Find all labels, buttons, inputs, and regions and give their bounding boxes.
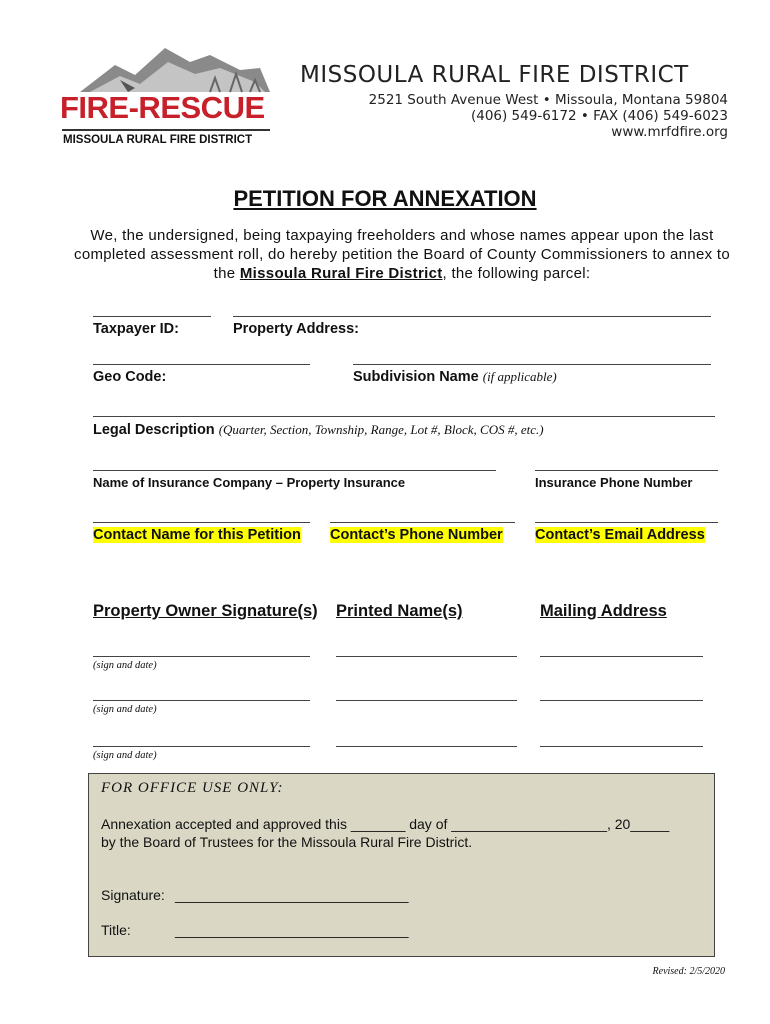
- insurance-company-line[interactable]: [93, 470, 496, 471]
- district-name: Missoula Rural Fire District: [239, 265, 443, 282]
- mailing-address-header: Mailing Address: [540, 602, 667, 620]
- printed-name-line[interactable]: [336, 656, 517, 657]
- printed-name-header: Printed Name(s): [336, 602, 463, 620]
- sign-date-note: (sign and date): [93, 704, 157, 715]
- property-address-label: Property Address:: [233, 321, 359, 337]
- contact-name-label: Contact Name for this Petition: [93, 527, 301, 543]
- subdivision-note: (if applicable): [482, 369, 557, 384]
- legal-description-note: (Quarter, Section, Township, Range, Lot #, Block, COS #, etc.): [218, 422, 544, 437]
- signature-line[interactable]: [93, 700, 310, 701]
- contact-email-line[interactable]: [535, 522, 718, 523]
- contact-email-label: Contact’s Email Address: [535, 527, 705, 543]
- sign-date-note: (sign and date): [93, 660, 157, 671]
- intro-paragraph: [70, 226, 734, 283]
- printed-name-line[interactable]: [336, 700, 517, 701]
- office-signature-label: Signature:: [101, 887, 165, 903]
- intro-text: We, the undersigned, being taxpaying freeholders and whose names appear upon the last completed assessment roll, do hereby petition the Board of County Commissioners to annex to the: [74, 227, 730, 282]
- contact-name-line[interactable]: [93, 522, 310, 523]
- office-approval-line: Annexation accepted and approved this _______ day of ____________________, 20_____: [101, 816, 670, 832]
- taxpayer-id-line[interactable]: [93, 316, 211, 317]
- mailing-address-line[interactable]: [540, 700, 703, 701]
- subdivision-label: [353, 369, 557, 385]
- logo-divider: [62, 129, 270, 131]
- office-title-blank[interactable]: ______________________________: [175, 922, 409, 938]
- office-board-line: by the Board of Trustees for the Missoula Rural Fire District.: [101, 834, 473, 850]
- revised-date: Revised: 2/5/2020: [652, 966, 725, 977]
- district-title: MISSOULA RURAL FIRE DISTRICT: [300, 62, 689, 88]
- contact-phone-label: Contact’s Phone Number: [330, 527, 503, 543]
- page-title: PETITION FOR ANNEXATION: [233, 186, 537, 211]
- owner-signature-header: Property Owner Signature(s): [93, 602, 318, 620]
- insurance-phone-line[interactable]: [535, 470, 718, 471]
- intro-text-end: , the following parcel:: [442, 265, 591, 282]
- legal-description-line[interactable]: [93, 416, 715, 417]
- sign-date-note: (sign and date): [93, 750, 157, 761]
- phone-fax: (406) 549-6172 • FAX (406) 549-6023: [470, 108, 728, 124]
- geo-code-line[interactable]: [93, 364, 310, 365]
- legal-description-text: Legal Description: [93, 422, 215, 438]
- subdivision-name-text: Subdivision Name: [353, 369, 479, 385]
- taxpayer-id-label: Taxpayer ID:: [93, 321, 179, 337]
- office-signature-blank[interactable]: ______________________________: [175, 887, 409, 903]
- contact-phone-line[interactable]: [330, 522, 515, 523]
- insurance-company-label: Name of Insurance Company – Property Insurance: [93, 475, 406, 490]
- website: www.mrfdfire.org: [611, 124, 728, 140]
- legal-description-label: [93, 422, 544, 438]
- fire-rescue-logo: [60, 40, 275, 150]
- mailing-address-line[interactable]: [540, 656, 703, 657]
- logo-subtitle: MISSOULA RURAL FIRE DISTRICT: [63, 134, 253, 146]
- mailing-address-line[interactable]: [540, 746, 703, 747]
- signature-line[interactable]: [93, 746, 310, 747]
- address: 2521 South Avenue West • Missoula, Montana 59804: [368, 92, 728, 108]
- insurance-phone-label: Insurance Phone Number: [535, 475, 693, 490]
- signature-line[interactable]: [93, 656, 310, 657]
- logo-name: FIRE-RESCUE: [60, 90, 265, 125]
- office-title-label: Title:: [101, 922, 131, 938]
- property-address-line[interactable]: [233, 316, 711, 317]
- geo-code-label: Geo Code:: [93, 369, 167, 385]
- office-use-box: [88, 773, 715, 957]
- printed-name-line[interactable]: [336, 746, 517, 747]
- office-use-heading: FOR OFFICE USE ONLY:: [101, 780, 284, 796]
- subdivision-line[interactable]: [353, 364, 711, 365]
